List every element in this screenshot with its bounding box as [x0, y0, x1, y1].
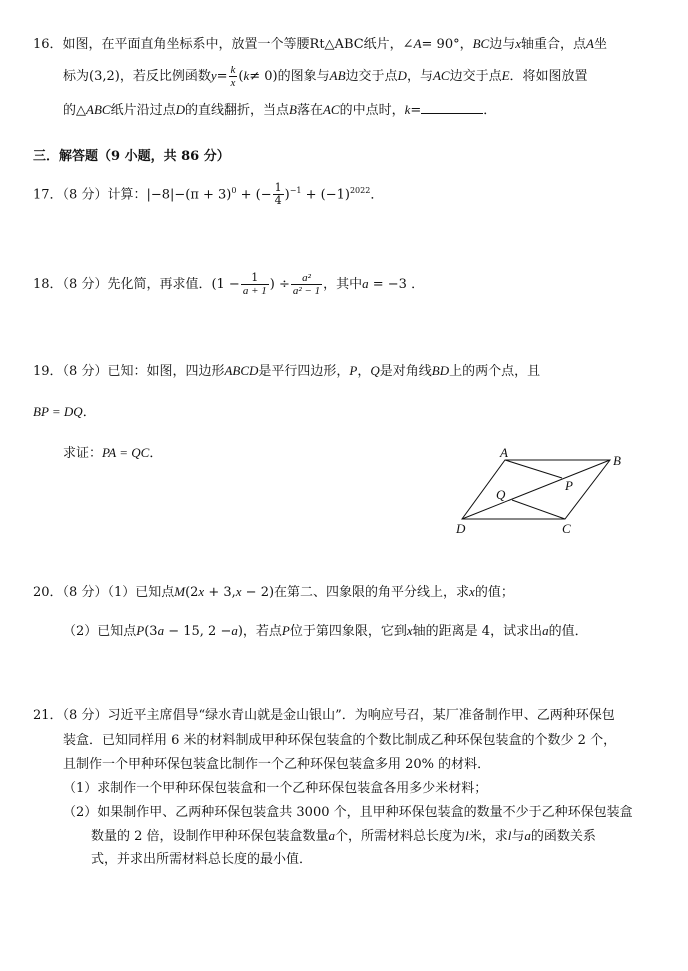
text: 的直线翻折，当点	[184, 103, 289, 118]
q19-line-1	[33, 361, 540, 382]
text: 位于第四象限，它到	[289, 624, 407, 639]
text: 是平行四边形，	[258, 364, 350, 379]
text: AC	[322, 102, 340, 117]
q17-line	[33, 181, 383, 207]
text: 16．如图，在平面直角坐标系中，放置一个等腰Rt△ABC纸片，∠	[33, 37, 414, 52]
text: = 90°，	[421, 37, 473, 52]
text: ．	[370, 187, 384, 203]
text: + (−	[236, 187, 272, 203]
text: a	[328, 828, 336, 843]
text: 是对角线	[379, 364, 432, 379]
text: P	[349, 363, 358, 378]
q21-line-7: 式，并求出所需材料总长度的最小值．	[91, 852, 313, 867]
text: A	[586, 36, 594, 51]
text: a	[157, 623, 165, 638]
text: 标为(3,2)，若反比例函数	[63, 69, 211, 84]
exponent: 2022	[349, 186, 371, 195]
text: 坐	[594, 37, 608, 52]
label-b: B	[613, 453, 621, 468]
text: 边与	[489, 37, 516, 52]
q20-line-1	[33, 582, 514, 603]
text: − 15, 2 −	[164, 624, 232, 639]
text: 19．（8 分）已知：如图，四边形	[33, 364, 225, 379]
text: D	[397, 68, 407, 83]
text: l	[465, 828, 469, 843]
text: a	[524, 828, 531, 843]
section-heading: 三．解答题（9 小题，共 86 分）	[33, 149, 230, 164]
exponent: −1	[289, 186, 302, 195]
label-c: C	[562, 521, 571, 536]
text: 轴的距离是 4，试求出	[412, 624, 543, 639]
text: ．	[149, 446, 163, 461]
q19-line-3	[63, 443, 162, 464]
fraction-a2-over-a2-minus-1: $\frac{\text{a²}}{\text{a² − 1}}$	[292, 272, 321, 297]
text: BD	[431, 363, 450, 378]
text: ) ÷	[269, 277, 290, 292]
text: ．	[483, 103, 497, 118]
text: 求证：	[63, 446, 103, 461]
q16-line-2	[63, 64, 588, 89]
text: a	[542, 623, 549, 638]
text: BC	[472, 36, 490, 51]
segment-qc	[512, 500, 565, 519]
text: y	[210, 68, 217, 83]
text: P	[136, 623, 145, 638]
text: )，若点	[237, 624, 282, 639]
text: k	[404, 102, 411, 117]
text: 米，求	[468, 829, 508, 844]
text: x	[198, 584, 205, 599]
text: 的值；	[474, 585, 514, 600]
fraction-1-over-a-plus-1: $\frac{1}{a + 1}$	[242, 271, 267, 297]
text: M	[174, 584, 186, 599]
text: ≠ 0)的图象与	[249, 69, 330, 84]
q21-line-4: （1）求制作一个甲种环保包装盒和一个乙种环保包装盒各用多少米材料；	[63, 781, 488, 796]
text: 落在	[296, 103, 323, 118]
text: − 2)在第二、四象限的角平分线上，求	[241, 585, 470, 600]
q18-line	[33, 272, 424, 297]
text: ABCD	[224, 363, 259, 378]
text: = −3 ．	[368, 277, 425, 292]
text: 与	[511, 829, 525, 844]
text: 的函数关系	[530, 829, 596, 844]
text: 上的两个点，且	[449, 364, 541, 379]
text: a	[362, 276, 369, 291]
text: ．	[82, 405, 96, 420]
q20-line-2	[63, 621, 588, 642]
text: =	[410, 103, 422, 118]
text: AB	[329, 68, 346, 83]
segment-pa	[505, 460, 562, 478]
text: 个，所需材料总长度为	[335, 829, 466, 844]
q21-line-6	[91, 826, 596, 847]
text: 边交于点	[449, 69, 502, 84]
text: P	[281, 623, 290, 638]
text: )	[284, 187, 290, 203]
text: E	[501, 68, 510, 83]
text: 的值．	[548, 624, 588, 639]
parallelogram-figure	[450, 444, 630, 536]
text: 轴重合，点	[521, 37, 587, 52]
text: D	[175, 102, 185, 117]
text: ，与	[406, 69, 433, 84]
label-q: Q	[496, 487, 506, 502]
text: AC	[432, 68, 450, 83]
text: 数量的 2 倍，设制作甲种环保包装盒数量	[91, 829, 329, 844]
fraction-one-quarter: $\frac{1}{4}$	[274, 181, 282, 208]
text: ．将如图放置	[509, 69, 588, 84]
text: 边交于点	[345, 69, 398, 84]
text: (2	[185, 585, 199, 600]
text: (3	[144, 624, 158, 639]
fraction-k-over-x: $\frac{k}{x}$	[230, 64, 236, 89]
answer-blank[interactable]	[421, 101, 483, 114]
label-d: D	[456, 521, 466, 536]
text: 的中点时，	[339, 103, 405, 118]
text: BP = DQ	[33, 404, 83, 419]
text: ABC	[86, 102, 111, 117]
q21-line-5: （2）如果制作甲、乙两种环保包装盒共 3000 个，且甲种环保包装盒的数量不少于乙种环保包装盒	[63, 805, 633, 820]
text: 的△	[63, 103, 86, 118]
text: A	[413, 36, 422, 51]
text: 18．（8 分）先化简，再求值．(1 −	[33, 277, 240, 292]
text: + 3,	[204, 585, 236, 600]
text: (	[238, 69, 244, 84]
text: 纸片沿过点	[110, 103, 176, 118]
q21-line-3: 且制作一个甲种环保包装盒比制作一个乙种环保包装盒多用 20% 的材料．	[63, 757, 491, 772]
q21-line-2: 装盒．已知同样用 6 米的材料制成甲种环保包装盒的个数比制成乙种环保包装盒的个数少 2 个，	[63, 733, 617, 748]
text: a	[231, 623, 238, 638]
label-p: P	[565, 478, 573, 493]
text: l	[507, 828, 512, 843]
text: + (−1)	[301, 187, 350, 203]
text: k	[243, 68, 250, 83]
q21-line-1: 21．（8 分）习近平主席倡导“绿水青山就是金山银山”．为响应号召，某厂准备制作甲、乙两种环保包	[33, 708, 615, 723]
text: x	[469, 584, 475, 599]
text: 20．（8 分）（1）已知点	[33, 585, 175, 600]
text: ，	[357, 364, 371, 379]
text: ，其中	[323, 277, 363, 292]
text: x	[406, 623, 413, 638]
text: =	[216, 69, 228, 84]
text: 17．（8 分）计算：|−8|−(π + 3)	[33, 187, 232, 203]
text: x	[515, 36, 522, 51]
text: PA = QC	[102, 445, 150, 460]
text: Q	[370, 363, 380, 378]
q16-line-3	[63, 100, 496, 121]
text: x	[235, 584, 242, 599]
exponent: 0	[231, 186, 237, 195]
label-a: A	[500, 445, 508, 460]
text: B	[288, 102, 297, 117]
text: （2）已知点	[63, 624, 137, 639]
q19-line-2	[33, 402, 96, 423]
q16-line-1	[33, 34, 607, 55]
